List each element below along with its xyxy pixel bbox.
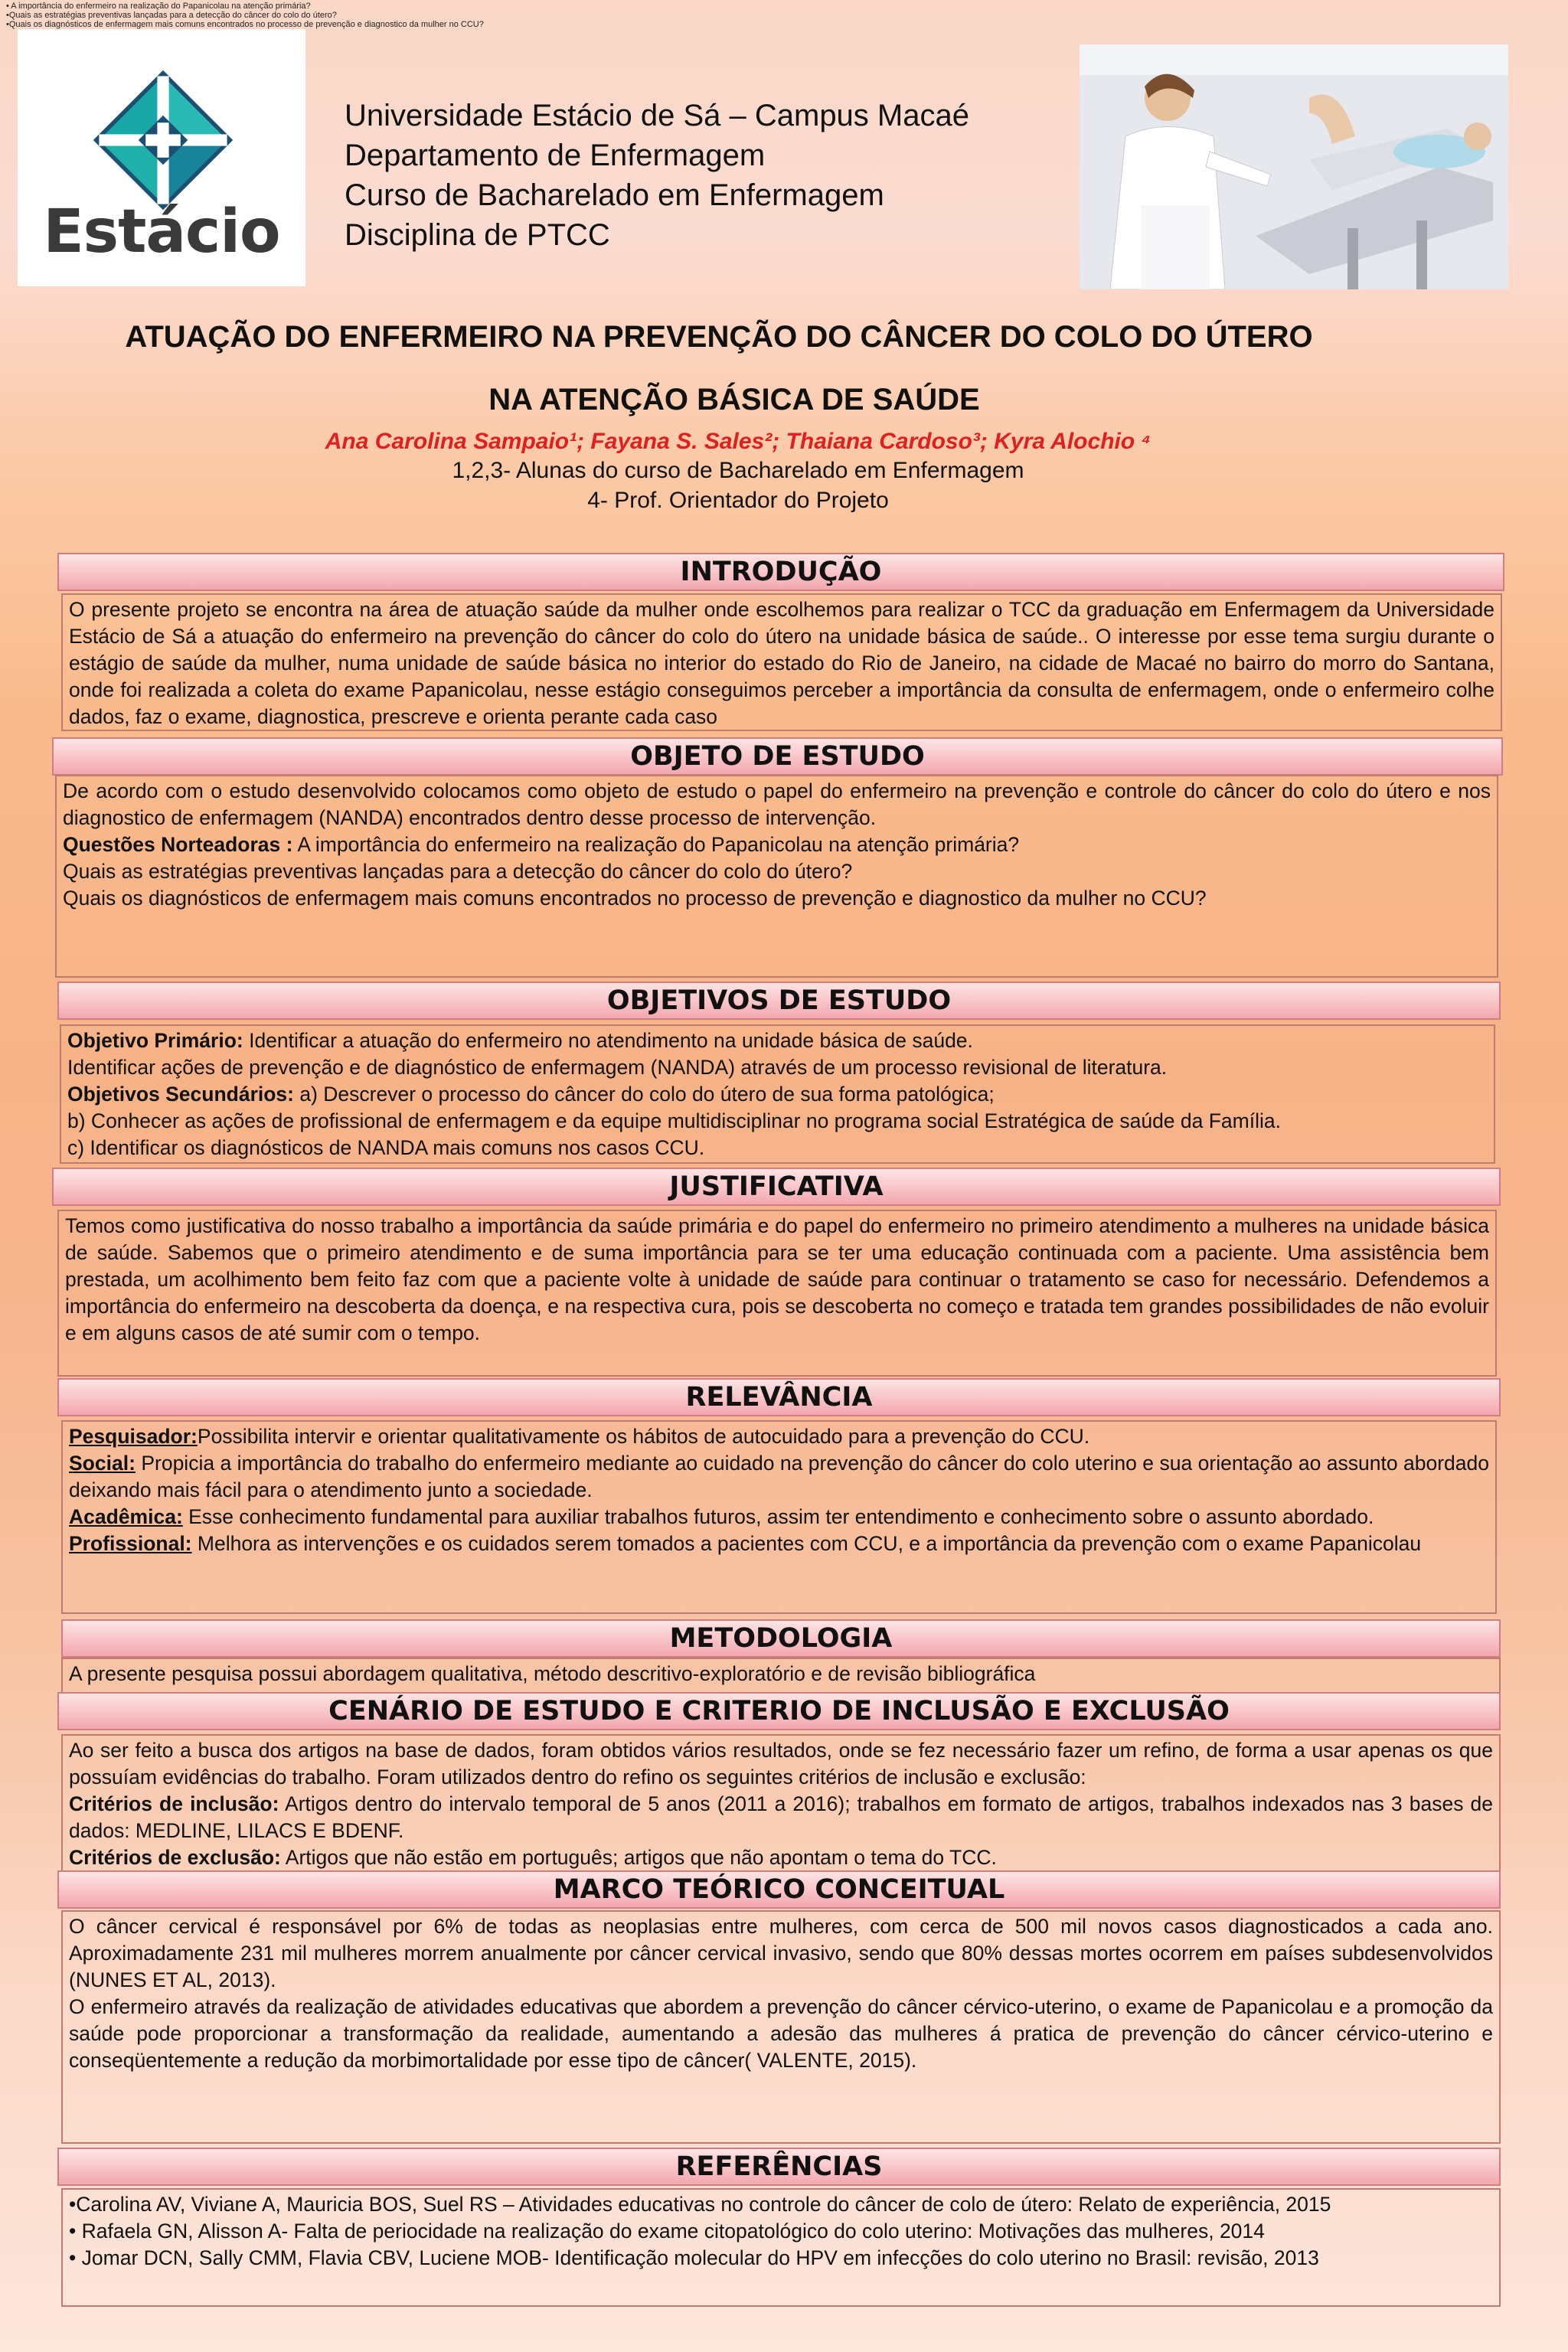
secondary-objective-a: a) Descrever o processo do câncer do colo do útero de sua forma patológica; — [294, 1083, 995, 1106]
institution-header — [345, 96, 969, 255]
header-line: Universidade Estácio de Sá – Campus Macaé — [345, 99, 969, 132]
academica-text: Esse conhecimento fundamental para auxiliar trabalhos futuros, assim ter entendimento e conhecimento sobre o assunto abordado. — [182, 1505, 1374, 1528]
affiliation-2: 4- Prof. Orientador do Projeto — [587, 488, 889, 513]
objeto-section — [55, 775, 1498, 978]
marco-paragraph-1: O câncer cervical é responsável por 6% de todas as neoplasias entre mulheres, com cerca de 500 mil novos casos diagnosticados a cada ano. Aproximadamente 231 mil mulheres morrem anualmente por câncer cervical invasivo, sendo que 80% dessas mortes ocorrem em países subdesenvolvidos (NUNES ET AL, 2013). — [69, 1915, 1493, 1991]
poster-title-line1: ATUAÇÃO DO ENFERMEIRO NA PREVENÇÃO DO CÂNCER DO COLO DO ÚTERO — [125, 320, 1313, 354]
justificativa-text: Temos como justificativa do nosso trabalho a importância da saúde primária e do papel do enfermeiro no primeiro atendimento a mulheres na unidade básica de saúde. Sabemos que o primeiro atendimento e de suma importância para se ter uma educação continuada com a paciente. Uma assistência bem prestada, um acolhimento bem feito faz com que a paciente volte à unidade de saúde para continuar o tratamento se caso for necessário. Defendemos a importância do enfermeiro na descoberta da doença, e na respectiva cura, pois se descoberta no começo e tratada tem grandes possibilidades de não evoluir e em alguns casos de até sumir com o tempo. — [57, 1210, 1497, 1377]
questions-label: Questões Norteadoras : — [63, 833, 293, 856]
marco-heading: MARCO TEÓRICO CONCEITUAL — [57, 1870, 1501, 1909]
question-3: Quais os diagnósticos de enfermagem mais comuns encontrados no processo de prevenção e diagnostico da mulher no CCU? — [63, 887, 1207, 910]
profissional-text: Melhora as intervenções e os cuidados serem tomados a pacientes com CCU, e a importância da prevenção com o exame Papanicolau — [191, 1532, 1422, 1555]
exam-photo — [1080, 44, 1508, 289]
gynecology-exam-image — [1080, 44, 1508, 289]
social-label: Social: — [69, 1452, 136, 1475]
reference-item: • Jomar DCN, Sally CMM, Flavia CBV, Luciene MOB- Identificação molecular do HPV em infecções do colo uterino no Brasil: revisão, 2013 — [69, 2246, 1319, 2269]
marco-section — [61, 1910, 1501, 2144]
social-text: Propicia a importância do trabalho do enfermeiro mediante ao cuidado na prevenção do câncer do colo uterino e sua orientação ao assunto abordado deixando mais fácil para o atendimento junto a sociedade. — [69, 1452, 1489, 1501]
profissional-label: Profissional: — [69, 1532, 192, 1555]
inclusion-label: Critérios de inclusão: — [69, 1792, 279, 1815]
reference-item: •Carolina AV, Viviane A, Mauricia BOS, Suel RS – Atividades educativas no controle do câncer de colo de útero: Relato de experiência, 2015 — [69, 2193, 1331, 2216]
estacio-logo — [18, 29, 305, 286]
referencias-heading: REFERÊNCIAS — [57, 2148, 1501, 2186]
header-line: Disciplina de PTCC — [345, 218, 610, 252]
primary-objective: Identificar a atuação do enfermeiro no atendimento na unidade básica de saúde. — [243, 1029, 973, 1052]
intro-heading: INTRODUÇÃO — [57, 553, 1504, 591]
authors: Ana Carolina Sampaio¹; Fayana S. Sales²; Thaiana Cardoso³; Kyra Alochio ⁴ — [325, 429, 1152, 454]
intro-text: O presente projeto se encontra na área de atuação saúde da mulher onde escolhemos para realizar o TCC da graduação em Enfermagem da Universidade Estácio de Sá a atuação do enfermeiro na prevenção do câncer do colo do útero na unidade básica de saúde.. O interesse por esse tema surgiu durante o estágio de saúde da mulher, numa unidade de saúde básica no interior do estado do Rio de Janeiro, na cidade de Macaé no bairro do morro do Santana, onde foi realizada a coleta do exame Papanicolau, nesse estágio conseguimos perceber a importância da consulta de enfermagem, onde o enfermeiro colhe dados, faz o exame, diagnostica, prescreve e orienta perante cada caso — [61, 593, 1502, 731]
secondary-objective-c: c) Identificar os diagnósticos de NANDA mais comuns nos casos CCU. — [67, 1136, 705, 1159]
primary-objective-2: Identificar ações de prevenção e de diagnóstico de enfermagem (NANDA) através de um processo revisional de literatura. — [67, 1056, 1168, 1079]
secondary-objective-b: b) Conhecer as ações de profissional de enfermagem e da equipe multidisciplinar no programa social Estratégica de saúde da Família. — [67, 1109, 1281, 1132]
pesquisador-label: Pesquisador: — [69, 1425, 198, 1448]
logo-wordmark: Estácio — [43, 198, 280, 266]
exclusion-label: Critérios de exclusão: — [69, 1846, 281, 1869]
exclusion-text: Artigos que não estão em português; artigos que não apontam o tema do TCC. — [280, 1846, 997, 1869]
top-note: •Quais os diagnósticos de enfermagem mais comuns encontrados no processo de prevenção e diagnostico da mulher no CCU? — [6, 20, 484, 29]
relevancia-heading: RELEVÂNCIA — [57, 1378, 1501, 1416]
question-2: Quais as estratégias preventivas lançadas para a detecção do câncer do colo do útero? — [63, 860, 853, 883]
top-note: •Quais as estratégias preventivas lançadas para a detecção do câncer do colo do útero? — [6, 11, 337, 20]
justificativa-heading: JUSTIFICATIVA — [52, 1168, 1501, 1206]
top-notes — [6, 2, 484, 29]
diamond-logo-icon — [90, 67, 236, 213]
objetivos-section — [60, 1024, 1495, 1164]
referencias-section — [61, 2188, 1501, 2307]
inclusion-text: Artigos dentro do intervalo temporal de 5 anos (2011 a 2016); trabalhos em formato de artigos, trabalhos indexados nas 3 bases de dados: MEDLINE, LILACS E BDENF. — [69, 1792, 1494, 1842]
objeto-text: De acordo com o estudo desenvolvido colocamos como objeto de estudo o papel do enfermeiro na prevenção e controle do câncer do colo do útero e nos diagnostico de enfermagem (NANDA) encontrados dentro desse processo de intervenção. — [63, 779, 1491, 829]
top-note: • A importância do enfermeiro na realização do Papanicolau na atenção primária? — [6, 2, 311, 11]
affiliation-1: 1,2,3- Alunas do curso de Bacharelado em Enfermagem — [452, 458, 1024, 483]
header-line: Curso de Bacharelado em Enfermagem — [345, 178, 884, 212]
poster-title-line2: NA ATENÇÃO BÁSICA DE SAÚDE — [488, 383, 980, 416]
metodologia-text: A presente pesquisa possui abordagem qualitativa, método descritivo-exploratório e de revisão bibliográfica — [61, 1658, 1501, 1696]
secondary-objectives-label: Objetivos Secundários: — [67, 1083, 294, 1106]
pesquisador-text: Possibilita intervir e orientar qualitativamente os hábitos de autocuidado para a prevenção do CCU. — [197, 1425, 1090, 1448]
marco-paragraph-2: O enfermeiro através da realização de atividades educativas que abordem a prevenção do câncer cérvico-uterino, o exame de Papanicolau e a promoção da saúde pode proporcionar a transformação da realidade, aumentando a adesão das mulheres á pratica de prevenção do câncer cérvico-uterino e conseqüentemente a redução da morbimortalidade por esse tipo de câncer( VALENTE, 2015). — [69, 1995, 1493, 2072]
relevancia-section — [61, 1420, 1497, 1614]
question-1: A importância do enfermeiro na realização do Papanicolau na atenção primária? — [292, 833, 1020, 856]
cenario-section — [61, 1734, 1501, 1872]
metodologia-heading: METODOLOGIA — [61, 1619, 1501, 1658]
objetivos-heading: OBJETIVOS DE ESTUDO — [57, 982, 1501, 1020]
cenario-text: Ao ser feito a busca dos artigos na base de dados, foram obtidos vários resultados, onde se fez necessário fazer um refino, de forma a usar apenas os que possuíam evidências do trabalho. Foram utilizados dentro do refino os seguintes critérios de inclusão e exclusão: — [69, 1739, 1493, 1788]
primary-objective-label: Objetivo Primário: — [67, 1029, 243, 1052]
academica-label: Acadêmica: — [69, 1505, 183, 1528]
cenario-heading: CENÁRIO DE ESTUDO E CRITERIO DE INCLUSÃO E EXCLUSÃO — [57, 1692, 1501, 1730]
reference-item: • Rafaela GN, Alisson A- Falta de periocidade na realização do exame citopatológico do colo uterino: Motivações das mulheres, 2014 — [69, 2220, 1265, 2243]
objeto-heading: OBJETO DE ESTUDO — [52, 737, 1503, 776]
header-line: Departamento de Enfermagem — [345, 139, 766, 172]
